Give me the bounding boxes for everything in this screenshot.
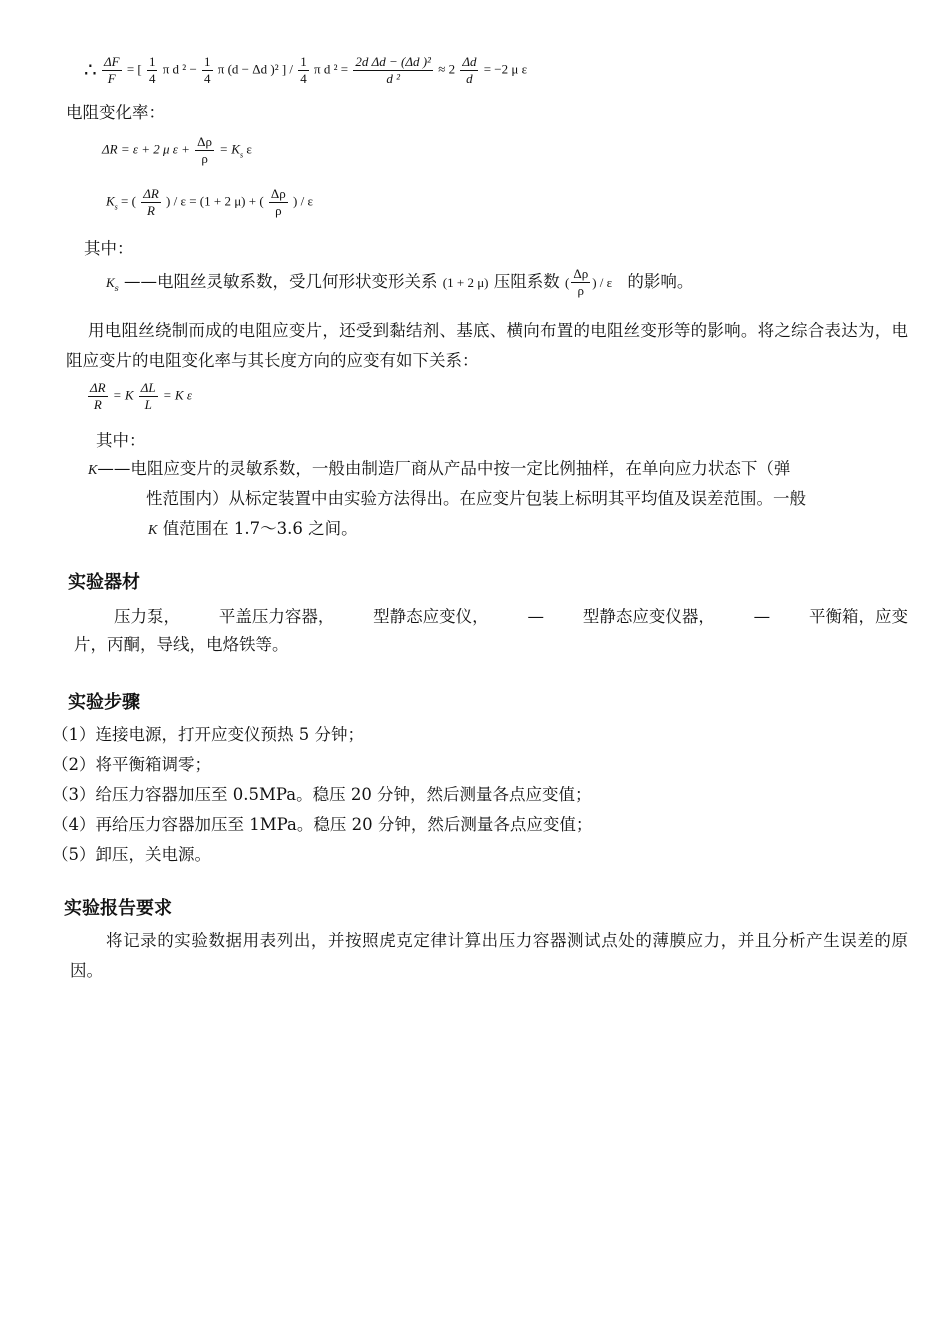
definition-text: 压阻系数: [493, 272, 560, 291]
fraction-denominator: 4: [300, 71, 307, 86]
fraction-dR-R: [141, 186, 161, 219]
fraction-drho-rho: [269, 186, 288, 219]
step-item-2: （2）将平衡箱调零；: [52, 755, 211, 774]
fraction-denominator: 4: [204, 71, 211, 86]
fraction-numerator: Δd: [462, 54, 477, 69]
k-definition: [88, 458, 790, 480]
resistance-rate-label: 电阻变化率：: [66, 103, 165, 122]
definition-text: 值范围在 1.7～3.6 之间。: [162, 519, 358, 538]
fraction-denominator: F: [107, 71, 116, 86]
equation-term: = [: [126, 61, 142, 77]
subscript: s: [114, 202, 118, 212]
ks-definition: [106, 266, 693, 300]
section-title-report: 实验报告要求: [64, 898, 172, 919]
ks-symbol: K: [106, 275, 115, 290]
equipment-item: 型静态应变仪器，: [582, 607, 715, 626]
fraction-numerator: ΔR: [143, 186, 159, 201]
equipment-line-2: 片，丙酮，导线，电烙铁等。: [74, 635, 289, 654]
fraction-dF-F: [102, 54, 122, 87]
equation-resistance-change: [102, 134, 252, 167]
fraction-drho-rho: [571, 266, 590, 299]
fraction-dL-L: [139, 380, 158, 413]
fraction-numerator: 1: [148, 54, 156, 69]
fraction-denominator: d ²: [386, 71, 400, 86]
equation-term: ) / ε = (1 + 2 μ) + (: [166, 193, 264, 209]
k-symbol: K: [148, 523, 158, 538]
fraction-numerator: Δρ: [270, 186, 286, 201]
fraction-dR-R: [88, 380, 108, 413]
equipment-dash: —: [527, 607, 544, 626]
equation-term: = −2 μ ε: [483, 61, 528, 77]
fraction-denominator: ρ: [577, 283, 585, 298]
k-symbol: K: [88, 463, 98, 478]
fraction-denominator: R: [93, 397, 102, 412]
fraction-quarter-3: [298, 54, 309, 87]
equation-term: K: [106, 193, 115, 209]
subscript: s: [114, 284, 119, 293]
fraction-numerator: ΔL: [140, 380, 156, 395]
fraction-denominator: 4: [148, 71, 156, 86]
definition-text: ——电阻应变片的灵敏系数，一般由制造厂商从产品中按一定比例抽样，在单向应力状态下（弹: [97, 459, 791, 478]
where-label-2: 其中：: [96, 431, 146, 450]
k-definition-line-2: 性范围内）从标定装置中由实验方法得出。在应变片包装上标明其平均值及误差范围。一般: [146, 489, 806, 508]
fraction-denominator: R: [147, 203, 155, 218]
fraction-denominator: ρ: [201, 151, 208, 166]
equipment-item: 平衡箱，应变: [808, 607, 908, 626]
definition-text: ——电阻丝灵敏系数，受几何形状变形关系: [124, 272, 438, 291]
equation-term: ≈ 2: [438, 61, 456, 77]
equipment-line-1: [66, 606, 908, 628]
fraction-quarter-2: [202, 54, 213, 87]
fraction-numerator: Δρ: [573, 266, 589, 281]
paragraph-strain-gauge: 用电阻丝绕制而成的电阻应变片，还受到黏结剂、基底、横向布置的电阻丝变形等的影响。将之综合表达为，电阻应变片的电阻变化率与其长度方向的应变有如下关系：: [66, 321, 908, 370]
equation-term: π d ² =: [314, 61, 349, 77]
equipment-item: 型静态应变仪，: [373, 607, 489, 626]
equation-area-change: [84, 54, 527, 87]
k-definition-line-3: [148, 518, 358, 540]
fraction-dd-d: [460, 54, 478, 87]
equipment-item: 压力泵，: [114, 607, 180, 626]
section-title-steps: 实验步骤: [68, 692, 140, 713]
equation-term: ΔR = ε + 2 μ ε +: [102, 141, 190, 157]
therefore-symbol: ∴: [84, 59, 97, 82]
equation-term: ) / ε: [592, 275, 613, 290]
equation-term: π (d − Δd )² ] /: [217, 61, 294, 77]
step-item-5: （5）卸压，关电源。: [52, 845, 211, 864]
equation-term: = K: [219, 141, 240, 157]
section-title-equipment: 实验器材: [68, 572, 140, 593]
equation-gauge-factor: [86, 380, 192, 413]
report-paragraph: 将记录的实验数据用表列出，并按照虎克定律计算出压力容器测试点处的薄膜应力，并且分析产生误差的原因。: [70, 931, 908, 980]
step-item-1: （1）连接电源，打开应变仪预热 5 分钟；: [52, 725, 364, 744]
fraction-expansion: [353, 54, 433, 87]
fraction-numerator: 1: [204, 54, 211, 69]
equation-term: = (: [121, 193, 136, 209]
equipment-dash: —: [753, 607, 771, 626]
fraction-numerator: Δρ: [197, 134, 213, 149]
fraction-denominator: d: [466, 71, 473, 86]
equation-term: = K: [112, 387, 134, 403]
step-item-4: （4）再给压力容器加压至 1MPa。稳压 20 分钟，然后测量各点应变值；: [52, 815, 593, 834]
fraction-numerator: ΔR: [90, 380, 106, 395]
fraction-numerator: 2d Δd − (Δd )²: [355, 54, 431, 69]
equipment-item: 平盖压力容器，: [218, 607, 335, 626]
equation-term: = K ε: [162, 387, 192, 403]
fraction-denominator: L: [144, 397, 152, 412]
fraction-drho-rho: [195, 134, 214, 167]
equation-term: ) / ε: [293, 193, 313, 209]
definition-text: 的影响。: [627, 272, 694, 291]
geometric-term: (1 + 2 μ): [442, 275, 489, 290]
where-label-1: 其中：: [84, 239, 134, 258]
fraction-denominator: ρ: [275, 203, 282, 218]
fraction-numerator: ΔF: [103, 54, 120, 69]
subscript: s: [239, 150, 244, 160]
fraction-numerator: 1: [300, 54, 307, 69]
fraction-quarter-1: [147, 54, 158, 87]
equation-term: ε: [246, 141, 252, 157]
step-item-3: （3）给压力容器加压至 0.5MPa。稳压 20 分钟，然后测量各点应变值；: [52, 785, 592, 804]
equation-term: π d ² −: [162, 61, 197, 77]
equation-term: (: [565, 275, 570, 290]
equation-ks: [106, 186, 313, 219]
